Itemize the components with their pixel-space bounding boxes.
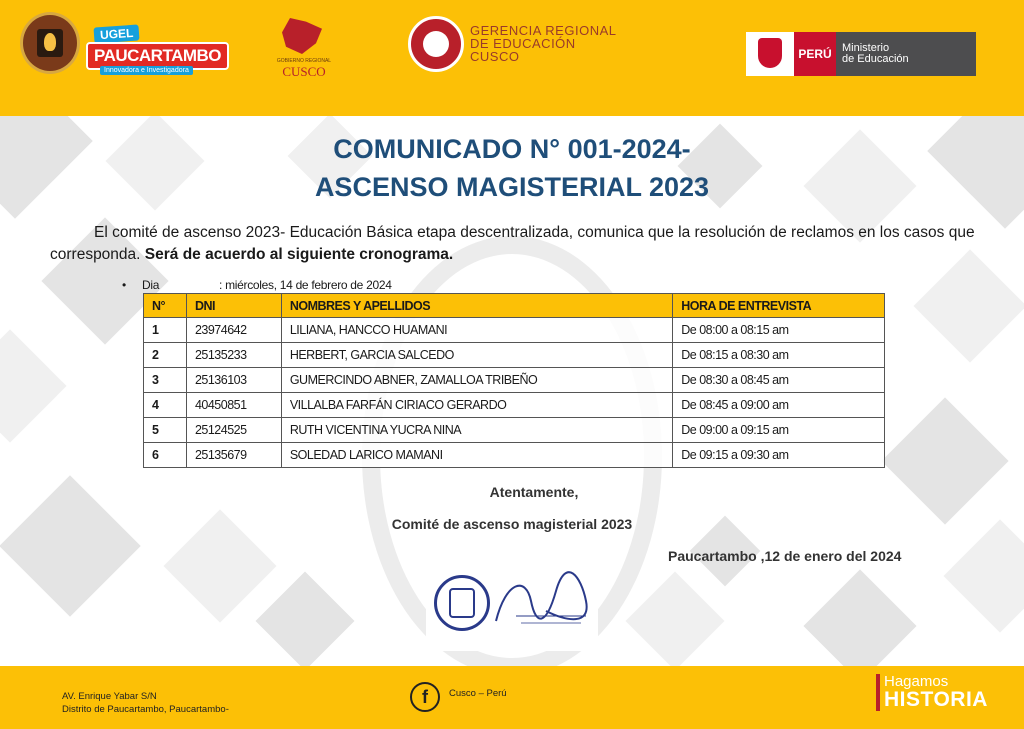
row-name: GUMERCINDO ABNER, ZAMALLOA TRIBEÑO [281,368,672,393]
header-hour: HORA DE ENTREVISTA [673,294,885,318]
table-row [144,393,885,418]
signature-stamp [426,565,598,651]
signature-icon [486,571,596,631]
cusco-logo-caption: GOBIERNO REGIONAL [276,58,332,64]
committee-text: Comité de ascenso magisterial 2023 [391,516,633,532]
slogan-line-1: Hagamos [884,673,949,690]
address-line-2: Distrito de Paucartambo, Paucartambo- [62,704,229,715]
row-hour: De 08:30 a 08:45 am [673,368,885,393]
facebook-icon[interactable]: f [410,682,440,712]
document-title-line-2: ASCENSO MAGISTERIAL 2023 [314,172,710,202]
table-row [144,418,885,443]
table-row [144,343,885,368]
document-title-line-1: COMUNICADO N° 001-2024- [333,134,691,164]
row-hour: De 08:00 a 08:15 am [673,318,885,343]
day-value: : miércoles, 14 de febrero de 2024 [219,278,392,292]
ugel-logo-tagline: Innovadora e Investigadora [100,66,193,75]
row-dni: 23974642 [186,318,281,343]
gerencia-line-2: DE EDUCACIÓN [470,36,576,51]
gobierno-regional-cusco-logo [272,18,336,80]
place-date-text: Paucartambo ,12 de enero del 2024 [668,548,902,564]
row-name: HERBERT, GARCIA SALCEDO [281,343,672,368]
ugel-logo-name: PAUCARTAMBO [86,42,229,70]
ministerio-line-2: de Educación [842,53,909,65]
ugel-logo-top: UGEL [93,24,139,43]
intro-bold-text: Será de acuerdo al siguiente cronograma. [144,246,454,263]
row-number: 5 [144,418,187,443]
footer-bar [0,666,1024,729]
row-dni: 25135233 [186,343,281,368]
table-row [144,443,885,468]
table-row [144,318,885,343]
gerencia-seal-logo [408,16,464,72]
ugel-logo [86,25,222,76]
row-dni: 25124525 [186,418,281,443]
address-block [62,690,229,716]
header-dni: DNI [186,294,281,318]
row-number: 2 [144,343,187,368]
row-dni: 25135679 [186,443,281,468]
row-hour: De 08:45 a 09:00 am [673,393,885,418]
address-line-1: AV. Enrique Yabar S/N [62,691,157,702]
interview-schedule-table [143,293,885,468]
gerencia-line-1: GERENCIA REGIONAL [470,23,617,38]
peru-label: PERÚ [794,32,836,76]
row-number: 6 [144,443,187,468]
peru-shield-icon [746,32,794,76]
row-hour: De 09:00 a 09:15 am [673,418,885,443]
row-number: 4 [144,393,187,418]
cusco-logo-name: CUSCO [282,64,326,79]
gerencia-line-3: CUSCO [470,49,520,64]
gerencia-regional-text [470,24,616,63]
row-name: VILLALBA FARFÁN CIRIACO GERARDO [281,393,672,418]
slogan-line-2: HISTORIA [884,688,988,711]
row-dni: 25136103 [186,368,281,393]
row-hour: De 09:15 a 09:30 am [673,443,885,468]
intro-paragraph [50,222,980,266]
hagamos-historia-logo [876,674,988,711]
day-label: Dia [142,278,160,292]
row-hour: De 08:15 a 08:30 am [673,343,885,368]
table-header-row [144,294,885,318]
ministerio-label [836,32,976,76]
school-crest-logo [20,12,80,74]
ministerio-line-1: Ministerio [842,42,890,54]
row-name: SOLEDAD LARICO MAMANI [281,443,672,468]
row-number: 1 [144,318,187,343]
row-dni: 40450851 [186,393,281,418]
row-name: RUTH VICENTINA YUCRA NINA [281,418,672,443]
table-row [144,368,885,393]
ministerio-educacion-logo [746,32,976,76]
header-names: NOMBRES Y APELLIDOS [281,294,672,318]
header-bar [0,0,1024,116]
row-number: 3 [144,368,187,393]
header-number: N° [144,294,187,318]
intro-text: El comité de ascenso 2023- Educación Básica etapa descentralizada, comunica que la resolución de reclamos en los casos que corresponda. [50,224,975,263]
official-stamp-icon [434,575,490,631]
bullet-icon: • [122,278,126,292]
row-name: LILIANA, HANCCO HUAMANI [281,318,672,343]
closing-text: Atentamente, [489,484,579,500]
city-text: Cusco – Perú [449,688,507,699]
